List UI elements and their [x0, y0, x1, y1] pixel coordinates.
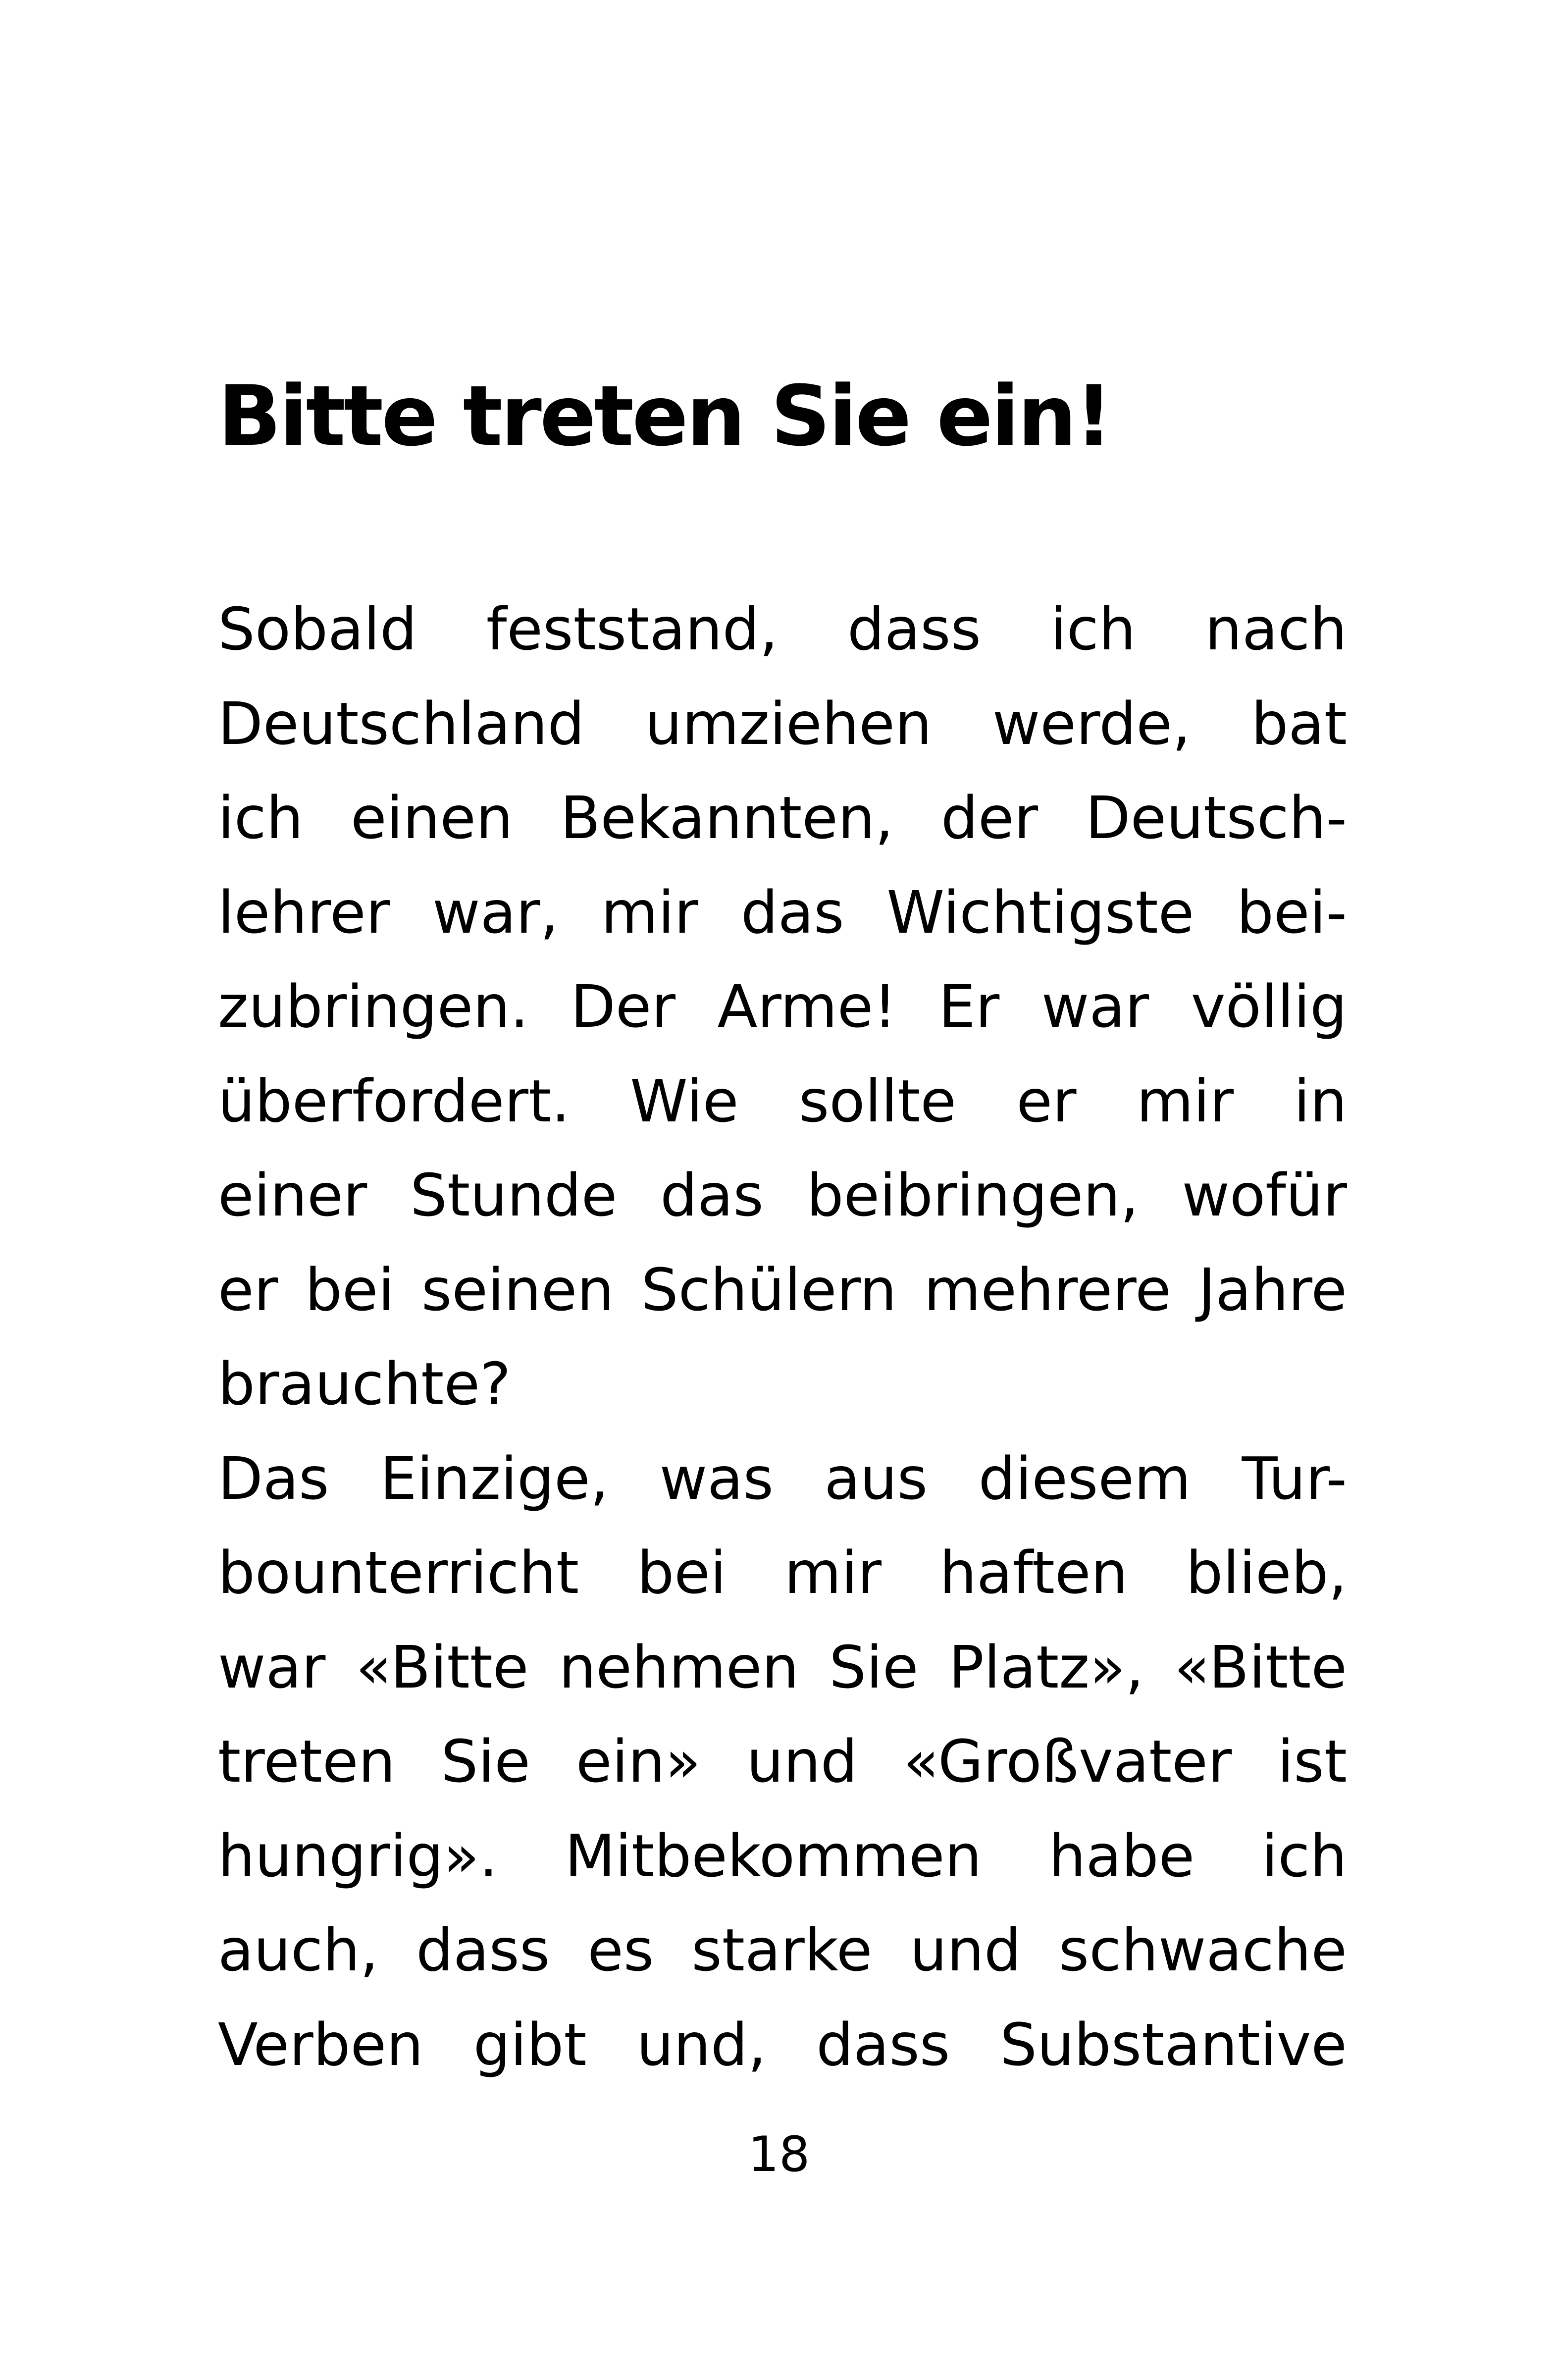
text-line: ich einen Bekannten, der Deutsch- — [218, 784, 1347, 852]
text-line: Deutschland umziehen werde, bat — [218, 689, 1347, 758]
text-line: treten Sie ein» und «Großvater ist — [218, 1727, 1347, 1796]
text-line: Verben gibt und, dass Substantive — [218, 2010, 1347, 2079]
page-number: 18 — [748, 2126, 810, 2183]
text-line: einer Stunde das beibringen, wofür — [218, 1161, 1347, 1229]
text-line: hungrig». Mitbekommen habe ich — [218, 1821, 1347, 1890]
body-text — [218, 582, 1347, 2092]
text-line: Sobald feststand, dass ich nach — [218, 595, 1347, 663]
text-line: auch, dass es starke und schwache — [218, 1916, 1347, 1984]
text-line: brauchte? — [218, 1350, 511, 1418]
chapter-title: Bitte treten Sie ein! — [218, 368, 1111, 465]
text-line: bounterricht bei mir haften blieb, — [218, 1538, 1347, 1607]
text-line: lehrer war, mir das Wichtigste bei- — [218, 878, 1347, 947]
text-line: er bei seinen Schülern mehrere Jahre — [218, 1255, 1347, 1324]
text-line: zubringen. Der Arme! Er war völlig — [218, 972, 1347, 1041]
text-line: überfordert. Wie sollte er mir in — [218, 1066, 1347, 1135]
text-line: war «Bitte nehmen Sie Platz», «Bitte — [218, 1633, 1347, 1701]
text-line: Das Einzige, was aus diesem Tur- — [218, 1444, 1347, 1513]
